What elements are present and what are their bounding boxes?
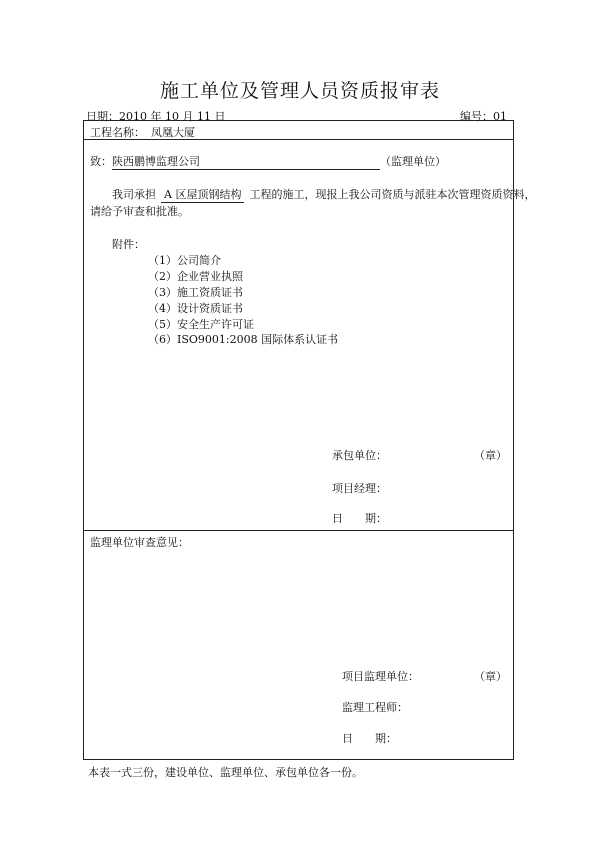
body-line1-post: 工程的施工，现报上我公司资质与派驻本次管理资质资料， (249, 188, 536, 201)
addressee-name: 陕西鹏博监理公司 (112, 153, 380, 170)
date-value: 2010 年 10 月 11 日 (119, 110, 226, 123)
supervisor-unit-label: 项目监理单位： (342, 670, 419, 683)
attachments-label: 附件： (112, 238, 145, 251)
supervisor-seal: （章） (474, 670, 507, 683)
addressee-row (90, 153, 446, 170)
body-project-name: A 区屋顶钢结构 (161, 186, 244, 203)
project-label: 工程名称： (90, 126, 145, 139)
number-label: 编号： (460, 110, 493, 123)
contractor-seal: （章） (474, 449, 507, 462)
addressee-suffix: （监理单位） (380, 155, 446, 168)
footnote: 本表一式三份，建设单位、监理单位、承包单位各一份。 (88, 766, 363, 779)
attachment-item: （3）施工资质证书 (148, 286, 243, 299)
supervisor-opinion-label: 监理单位审查意见： (90, 536, 189, 549)
body-line-1 (112, 186, 535, 203)
form-title: 施工单位及管理人员资质报审表 (159, 80, 440, 102)
attachment-item: （2）企业营业执照 (148, 270, 243, 283)
attachment-item: （1）公司简介 (148, 254, 221, 267)
project-manager-label: 项目经理： (332, 482, 387, 495)
divider-supervisor (83, 530, 514, 531)
project-name-row (90, 124, 195, 140)
supervisor-engineer-label: 监理工程师： (342, 701, 408, 714)
attachment-item: （4）设计资质证书 (148, 302, 243, 315)
attachment-item: （6）ISO9001:2008 国际体系认证书 (148, 333, 339, 346)
body-line1-pre: 我司承担 (112, 188, 156, 201)
number-value: 01 (493, 110, 507, 123)
contractor-unit-label: 承包单位： (332, 449, 387, 462)
attachment-item: （5）安全生产许可证 (148, 318, 254, 331)
addressee-prefix: 致： (90, 155, 112, 168)
contractor-date-label: 日 期： (332, 512, 387, 525)
supervisor-date-label: 日 期： (342, 732, 397, 745)
body-line-2: 请给予审查和批准。 (90, 205, 189, 218)
project-value: 凤凰大厦 (151, 126, 195, 139)
date-label: 日期： (86, 110, 119, 123)
